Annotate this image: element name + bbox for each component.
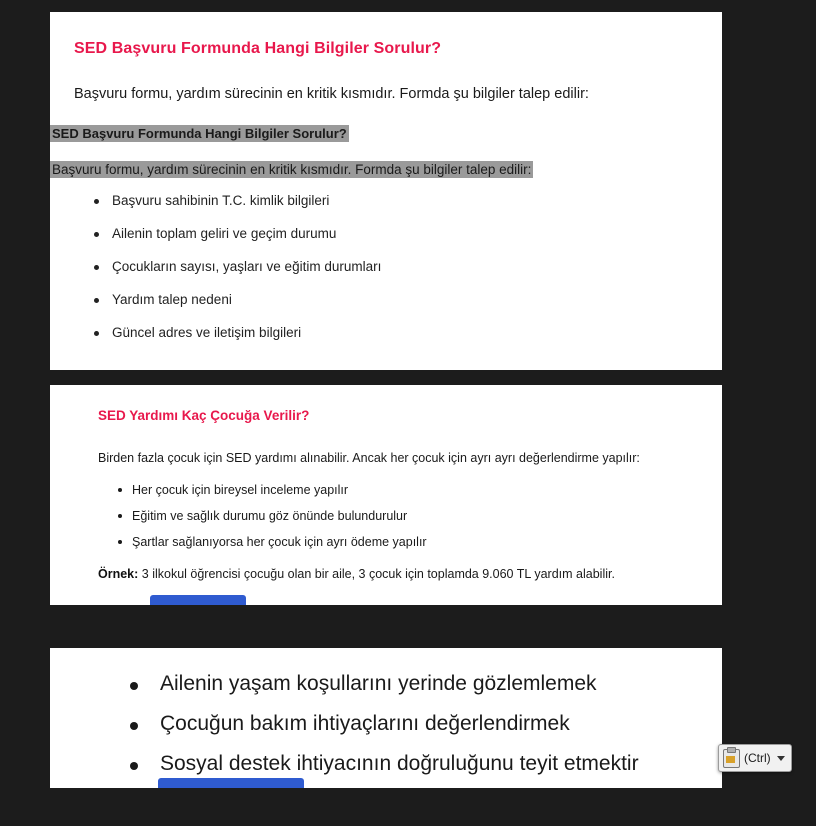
list-item: Ailenin yaşam koşullarını yerinde gözlemlemek — [124, 672, 698, 696]
paste-options-popup[interactable] — [718, 744, 792, 772]
list-item: Güncel adres ve iletişim bilgileri — [90, 325, 722, 340]
example-text: 3 ilkokul öğrencisi çocuğu olan bir aile, 3 çocuk için toplamda 9.060 TL yardım alabilir. — [138, 567, 615, 581]
section-heading-how-many-children: SED Yardımı Kaç Çocuğa Verilir? — [98, 408, 310, 423]
selected-line-2-wrapper — [50, 143, 722, 179]
list-item: Eğitim ve sağlık durumu göz önünde bulundurulur — [116, 509, 690, 523]
selected-paragraph-text[interactable]: Başvuru formu, yardım sürecinin en kritik kısmıdır. Formda şu bilgiler talep edilir: — [52, 162, 532, 177]
paste-options-label: (Ctrl) — [744, 751, 771, 765]
list-item: Çocuğun bakım ihtiyaçlarını değerlendirmek — [124, 712, 698, 736]
blue-link-chip[interactable] — [150, 595, 246, 605]
list-item: Her çocuk için bireysel inceleme yapılır — [116, 483, 690, 497]
example-label: Örnek: — [98, 567, 139, 581]
evaluation-list — [98, 483, 690, 549]
blue-link-chip-secondary[interactable] — [158, 778, 304, 788]
clipboard-icon — [723, 749, 740, 768]
section-paragraph: Birden fazla çocuk için SED yardımı alınabilir. Ancak her çocuk için ayrı ayrı değerlendirme yapılır: — [98, 451, 640, 465]
selected-line-1-wrapper — [50, 125, 722, 143]
list-item: Çocukların sayısı, yaşları ve eğitim durumları — [90, 259, 722, 274]
requirements-list — [50, 193, 722, 360]
section-heading-application-form: SED Başvuru Formunda Hangi Bilgiler Sorulur? — [74, 40, 442, 57]
list-item: Ailenin toplam geliri ve geçim durumu — [90, 226, 722, 241]
example-note — [98, 567, 690, 581]
section-card-middle — [50, 385, 722, 605]
section-card-top — [50, 12, 722, 125]
section-card-bottom — [50, 648, 722, 788]
selected-text-region[interactable] — [50, 125, 722, 370]
list-item: Yardım talep nedeni — [90, 292, 722, 307]
section-intro-paragraph: Başvuru formu, yardım sürecinin en kritik kısmıdır. Formda şu bilgiler talep edilir: — [74, 86, 589, 102]
chevron-down-icon[interactable] — [777, 756, 785, 761]
purpose-list — [110, 672, 698, 776]
list-item: Şartlar sağlanıyorsa her çocuk için ayrı ödeme yapılır — [116, 535, 690, 549]
list-item: Başvuru sahibinin T.C. kimlik bilgileri — [90, 193, 722, 208]
selected-heading-text[interactable]: SED Başvuru Formunda Hangi Bilgiler Sorulur? — [52, 126, 347, 141]
list-item: Sosyal destek ihtiyacının doğruluğunu teyit etmektir — [124, 752, 698, 776]
